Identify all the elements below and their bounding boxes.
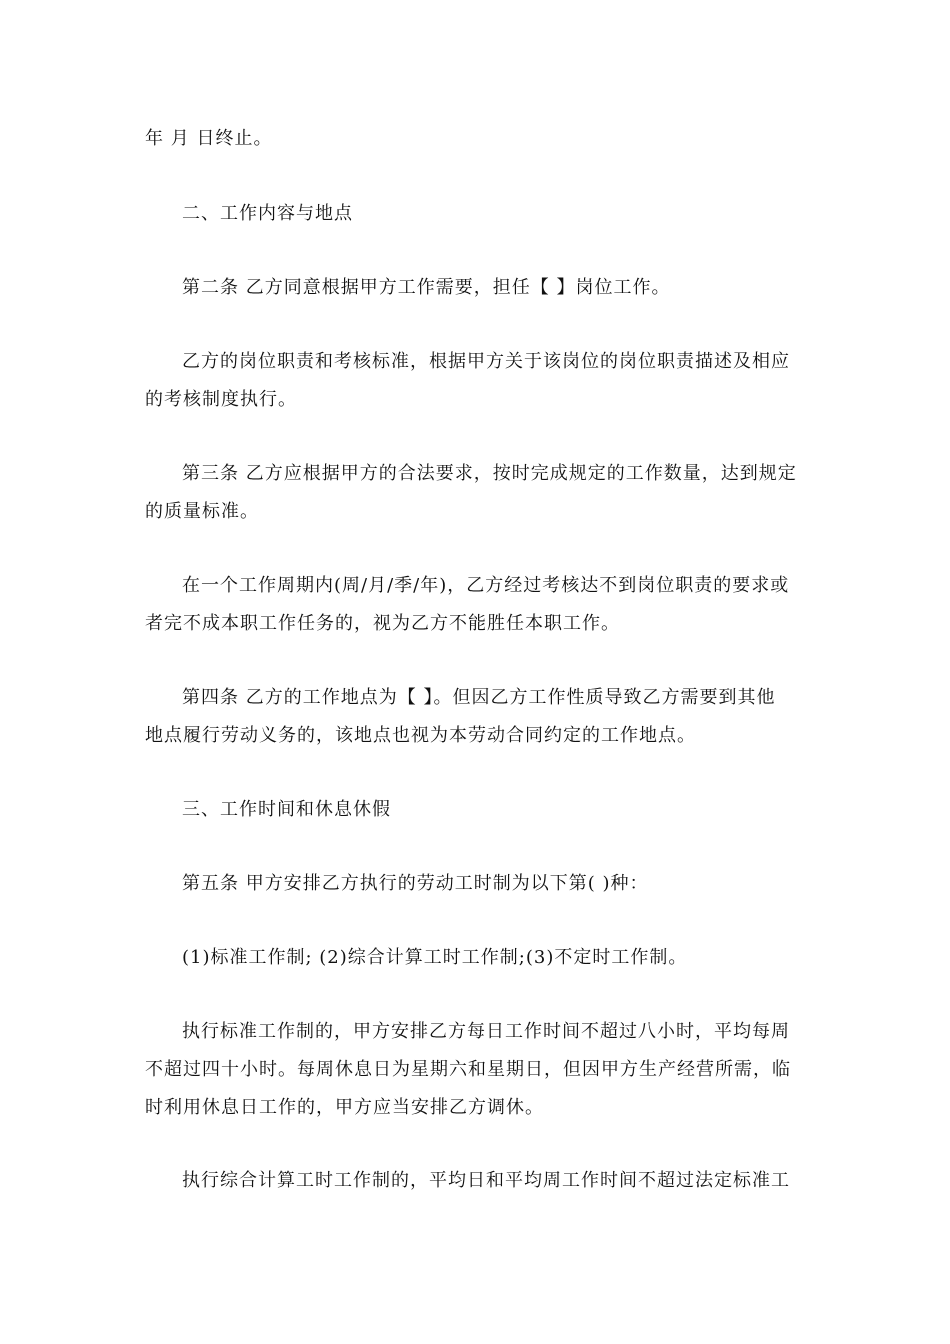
paragraph-line: 第三条 乙方应根据甲方的合法要求，按时完成规定的工作数量，达到规定: [182, 463, 797, 484]
paragraph-line: 第四条 乙方的工作地点为【 】。但因乙方工作性质导致乙方需要到其他: [182, 687, 776, 708]
paragraph-line: 执行综合计算工时工作制的，平均日和平均周工作时间不超过法定标准工: [182, 1170, 790, 1191]
paragraph-line: (1)标准工作制; (2)综合计算工时工作制;(3)不定时工作制。: [182, 947, 688, 968]
paragraph-line: 第五条 甲方安排乙方执行的劳动工时制为以下第( )种：: [182, 873, 649, 894]
paragraph-line: 地点履行劳动义务的，该地点也视为本劳动合同约定的工作地点。: [145, 725, 696, 746]
section-heading: 二、工作内容与地点: [182, 203, 353, 224]
paragraph-line: 在一个工作周期内(周/月/季/年)，乙方经过考核达不到岗位职责的要求或: [182, 575, 790, 596]
paragraph-line: 时利用休息日工作的，甲方应当安排乙方调休。: [145, 1097, 544, 1118]
paragraph-line: 者完不成本职工作任务的，视为乙方不能胜任本职工作。: [145, 613, 620, 634]
section-heading: 三、工作时间和休息休假: [182, 799, 391, 820]
paragraph-line: 的考核制度执行。: [145, 389, 297, 410]
paragraph-line: 第二条 乙方同意根据甲方工作需要，担任【 】岗位工作。: [182, 277, 671, 298]
paragraph-line: 的质量标准。: [145, 501, 259, 522]
paragraph-line: 执行标准工作制的，甲方安排乙方每日工作时间不超过八小时，平均每周: [182, 1021, 790, 1042]
paragraph-line: 不超过四十小时。每周休息日为星期六和星期日，但因甲方生产经营所需，临: [145, 1059, 791, 1080]
paragraph-line: 乙方的岗位职责和考核标准，根据甲方关于该岗位的岗位职责描述及相应: [182, 351, 790, 372]
paragraph-line: 年 月 日终止。: [145, 128, 273, 149]
